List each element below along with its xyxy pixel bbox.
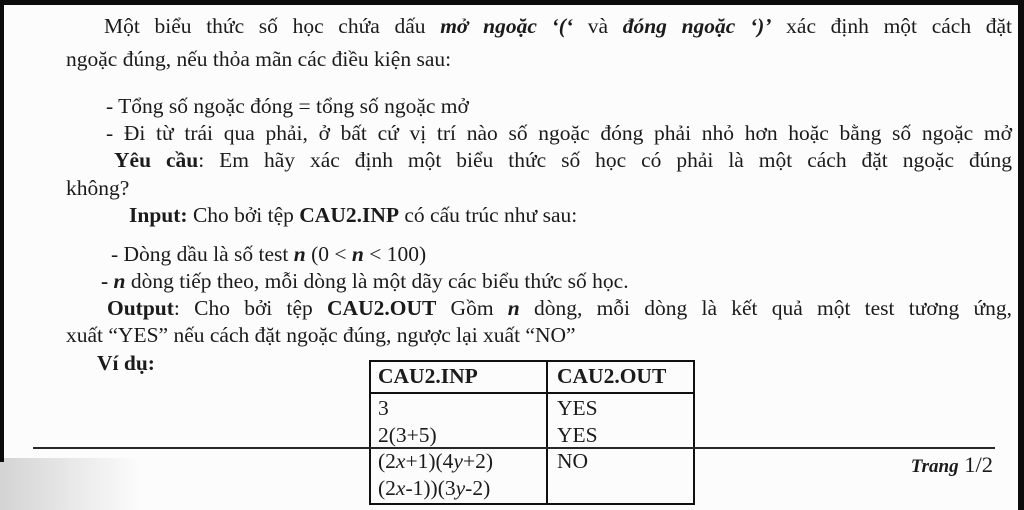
example-output-line: YES bbox=[557, 422, 598, 447]
expr-text: -1))(3 bbox=[405, 475, 456, 500]
example-input-line bbox=[378, 448, 542, 475]
scan-corner-shadow bbox=[0, 458, 140, 510]
page-number-text: 1/2 bbox=[964, 452, 993, 477]
expr-text: +2) bbox=[462, 449, 494, 473]
example-output-line-empty bbox=[557, 475, 689, 502]
scan-edge-top bbox=[0, 0, 1024, 5]
input-item-text: dòng tiếp theo, mỗi dòng là một dãy các biểu thức số học. bbox=[125, 269, 629, 293]
condition-bullet-2: - Đi từ trái qua phải, ở bất cứ vị trí nào số ngoặc đóng phải nhỏ hơn hoặc bằng số ngoặc mở bbox=[106, 121, 1012, 145]
var-n: n bbox=[351, 242, 364, 266]
output-spec-continuation: xuất “YES” nếu cách đặt ngoặc đúng, ngược lại xuất “NO” bbox=[66, 323, 576, 347]
condition-bullet-1: - Tổng số ngoặc đóng = tổng số ngoặc mở bbox=[106, 94, 469, 118]
expr-text: (2 bbox=[378, 475, 396, 500]
expr-text: (2 bbox=[378, 449, 396, 473]
requirement-line bbox=[114, 147, 1012, 173]
var-x: x bbox=[395, 475, 406, 500]
input-filename: CAU2.INP bbox=[299, 203, 399, 227]
intro-text: Một biểu thức số học chứa dấu bbox=[104, 14, 441, 38]
intro-text: và bbox=[573, 14, 623, 38]
requirement-label: Yêu cầu bbox=[114, 148, 199, 172]
intro-text: xác định một cách đặt bbox=[771, 14, 1013, 38]
open-paren-term: mở ngoặc ‘(‘ bbox=[440, 14, 574, 38]
input-text: Cho bởi tệp bbox=[187, 203, 300, 227]
input-item-text: - bbox=[101, 269, 114, 293]
example-input-line: 3 bbox=[378, 396, 389, 420]
scan-edge-left bbox=[0, 0, 4, 462]
footer-divider bbox=[33, 447, 995, 449]
close-paren-term: đóng ngoặc ‘)’ bbox=[622, 14, 772, 38]
scan-edge-right bbox=[1018, 0, 1024, 510]
output-spec-line bbox=[107, 295, 1012, 321]
input-text: có cấu trúc như sau: bbox=[399, 203, 578, 227]
input-spec-line bbox=[129, 202, 577, 228]
requirement-text: : Em hãy xác định một biểu thức số học có phải là một cách đặt ngoặc đúng bbox=[198, 148, 1012, 172]
example-input-line: 2(3+5) bbox=[378, 422, 437, 447]
input-item-text: < 100) bbox=[363, 242, 427, 266]
paragraph-intro-line1 bbox=[104, 13, 1012, 39]
example-input-line bbox=[378, 475, 542, 502]
input-item-text: (0 < bbox=[305, 242, 352, 266]
page-number bbox=[858, 452, 993, 478]
var-y: y bbox=[455, 475, 466, 500]
var-n: n bbox=[507, 296, 520, 320]
var-y: y bbox=[453, 449, 463, 473]
output-label: Output bbox=[107, 296, 174, 320]
example-label: Ví dụ: bbox=[97, 351, 155, 375]
output-filename: CAU2.OUT bbox=[327, 296, 437, 320]
var-n: n bbox=[293, 242, 306, 266]
example-table bbox=[369, 360, 695, 505]
expr-text: +1)(4 bbox=[405, 449, 454, 473]
example-output-line: NO bbox=[557, 449, 589, 473]
example-output-line: YES bbox=[557, 396, 598, 420]
output-text: : Cho bởi tệp bbox=[173, 296, 328, 320]
output-text: dòng, mỗi dòng là kết quả một test tương ứng, bbox=[519, 296, 1012, 320]
var-n: n bbox=[113, 269, 126, 293]
page-number-value bbox=[959, 452, 993, 477]
input-item-text: - Dòng dầu là số test bbox=[111, 242, 294, 266]
header-cell-output: CAU2.OUT bbox=[557, 364, 667, 388]
expr-text: -2) bbox=[465, 475, 491, 500]
paragraph-intro-line2: ngoặc đúng, nếu thỏa mãn các điều kiện sau: bbox=[66, 47, 452, 71]
example-table-header-row bbox=[371, 362, 693, 394]
header-cell-input: CAU2.INP bbox=[371, 362, 548, 392]
input-item-2 bbox=[101, 268, 629, 294]
requirement-continuation: không? bbox=[66, 176, 130, 200]
input-item-1 bbox=[111, 241, 426, 267]
output-text: Gồm bbox=[436, 296, 508, 320]
var-x: x bbox=[395, 449, 406, 473]
page-number-label: Trang bbox=[910, 456, 959, 477]
input-label: Input: bbox=[129, 203, 188, 227]
